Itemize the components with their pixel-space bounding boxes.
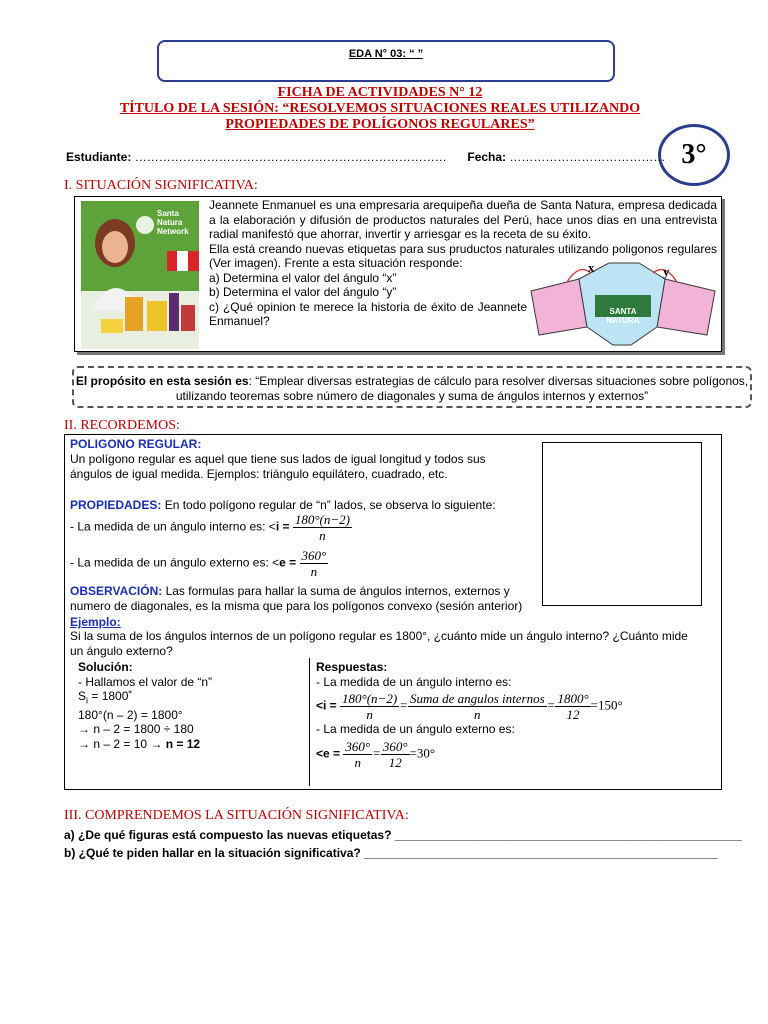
purpose-label: El propósito en esta sesión es (75, 374, 249, 388)
example-heading: Ejemplo: (70, 615, 121, 629)
properties-text: En todo polígono regular de “n” lados, se observa lo siguiente: (161, 498, 496, 512)
date-field[interactable]: ………………………………… (509, 150, 666, 164)
question-a: a) Determina el valor del ángulo “x” (209, 270, 397, 285)
answers-heading: Respuestas: (316, 660, 388, 674)
session-title-line1: TÍTULO DE LA SESIÓN: “RESOLVEMOS SITUACIONES REALES UTILIZANDO (119, 101, 641, 116)
question-c: c) ¿Qué opinion te merece la historia de éxito de Jeannete Enmanuel? (209, 299, 527, 328)
solution-block: Solución: - Hallamos el valor de “n” $S_i$ = 1800˚ 180°(n – 2) = 1800° → n – 2 = 1800 ÷ 180 → n – 2 = 10 → n = 12 (78, 660, 298, 751)
santa-natura-logo: SANTA NATURA (606, 307, 640, 325)
properties-line (70, 498, 540, 513)
example-text: Si la suma de los ángulos internos de un polígono regular es 1800°, ¿cuánto mide un ángulo interno? ¿Cuánto mide un ángulo externo? (70, 629, 688, 658)
polygon-regular-text: Un polígono regular es aquel que tiene sus lados de igual longitud y todos sus ángulos de igual medida. Ejemplos: triángulo equilátero, cuadrado, etc. (70, 452, 486, 481)
angle-x-label: x (588, 260, 595, 275)
interior-answer-formula: <i = $\frac{180^\circ(n-2)}{n}$ = $\frac{\text{Suma de angulos internos}}{n}$ = $\frac{1800^\circ}{12}$ =150° (316, 691, 623, 722)
eda-label: EDA N° 03: “ ” (348, 48, 424, 60)
question-b: b) Determina el valor del ángulo “y” (209, 285, 397, 299)
ficha-title: FICHA DE ACTIVIDADES N° 12 (277, 85, 483, 100)
properties-heading: PROPIEDADES: (70, 498, 162, 512)
purpose-banner (72, 366, 752, 408)
interior-angle-formula: - La medida de un ángulo interno es: <i = $\frac{180^\circ(n-2)}{n}$ (70, 512, 350, 543)
angle-y-label: y (663, 264, 670, 279)
polygon-regular-heading: POLIGONO REGULAR: (70, 437, 202, 451)
section3-question-a[interactable]: a) ¿De qué figuras está compuesto las nuevas etiquetas? ____________________________________________________ (64, 828, 742, 842)
student-label: Estudiante: (66, 150, 132, 164)
exterior-angle-formula: - La medida de un ángulo externo es: <e = $\frac{360^\circ}{n}$ (70, 548, 327, 579)
answers-block: Respuestas: - La medida de un ángulo interno es: <i = $\frac{180^\circ(n-2)}{n}$ = $\frac{\text{Suma de angulos internos}}{n}$ = $\frac{1800^\circ}{12}$ =150° - La medida de un ángulo externo es: <e = $\frac{360^\circ}{n}$ = $\frac{360^\circ}{12}$ =30° (316, 660, 716, 770)
exterior-answer-formula: <e = $\frac{360^\circ}{n}$ = $\frac{360^\circ}{12}$ =30° (316, 738, 436, 770)
situation-para2: Ella está creando nuevas etiquetas para sus pruductos naturales utilizando poligonos regulares (Ver imagen). Frente a esta situación responde: (209, 241, 717, 270)
polygon-label-diagram (529, 257, 719, 351)
section3-question-b[interactable]: b) ¿Qué te piden hallar en la situación significativa? _____________________________________________________ (64, 846, 718, 860)
photo-brand: Santa Natura Network (157, 209, 189, 236)
grade-badge: 3° (658, 124, 730, 186)
situation-para1: Jeannete Enmanuel es una empresaria arequipeña dueña de Santa Natura, empresa dedicada a la elaboración y difusión de productos naturales del Perú, hace unos dias en una entrevista radial manifestó que ahorrar, invertir y arriesgar es la receta de su éxito. (209, 198, 717, 241)
student-row (66, 150, 665, 164)
purpose-text: : “Emplear diversas estrategias de cálculo para resolver diversas situaciones sobre polígonos, utilizando teoremas sobre número de diagonales y suma de ángulos internos y externos” (175, 374, 749, 403)
entrepreneur-photo (81, 201, 199, 349)
solution-heading: Solución: (78, 660, 133, 674)
date-label: Fecha: (467, 150, 507, 164)
section3-heading: III. COMPRENDEMOS LA SITUACIÓN SIGNIFICATIVA: (64, 808, 409, 823)
section1-heading: I. SITUACIÓN SIGNIFICATIVA: (64, 178, 258, 193)
section2-heading: II. RECORDEMOS: (64, 418, 180, 433)
eda-box (157, 40, 615, 82)
situation-box (74, 196, 722, 352)
student-field[interactable]: …………………………………………………………………… (134, 150, 447, 164)
observation-text: OBSERVACIÓN: Las formulas para hallar la suma de ángulos internos, externos y numero de diagonales, es la misma que para los polígonos convexo (sesión anterior) (70, 584, 523, 613)
session-title-line2: PROPIEDADES DE POLÍGONOS REGULARES” (225, 117, 535, 132)
solution-divider (309, 658, 310, 786)
polygon-image-frame (542, 442, 702, 606)
interior-fraction: $\frac{180^\circ(n-2)}{n}$ (294, 512, 350, 543)
exterior-fraction: $\frac{360^\circ}{n}$ (301, 548, 327, 579)
observation-heading: OBSERVACIÓN: (70, 584, 163, 598)
